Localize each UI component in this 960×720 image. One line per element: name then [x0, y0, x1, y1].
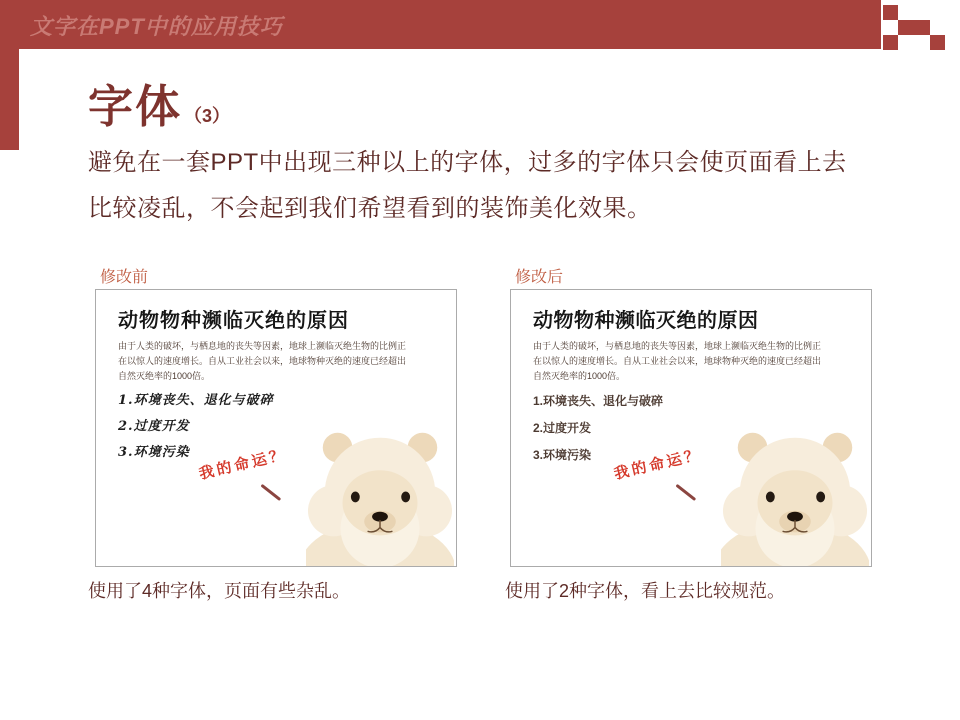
page-title: [88, 70, 230, 135]
after-label: 修改后: [515, 269, 564, 286]
handwritten-annotation: 我的命运？: [612, 446, 704, 483]
puppy-image: [306, 412, 454, 567]
list-item: 2.过度开发: [118, 419, 190, 434]
annotation-pointer-line: [676, 484, 696, 501]
page-title-text: 字体: [88, 81, 183, 132]
checker-square-icon: [930, 35, 945, 50]
list-item: 1.环境丧失、退化与破碎: [533, 394, 664, 408]
before-caption: 使用了4种字体，页面有些杂乱。: [88, 581, 351, 601]
header-title: 文字在PPT中的应用技巧: [30, 14, 283, 39]
after-slide-panel: [510, 289, 872, 567]
intro-paragraph: 避免在一套PPT中出现三种以上的字体，过多的字体只会使页面看上去比较凌乱，不会起到我们希望看到的装饰美化效果。: [88, 149, 847, 222]
header-bar: [0, 0, 881, 49]
checker-square-icon: [883, 5, 898, 20]
puppy-image: [721, 412, 869, 567]
before-slide-body: 由于人类的破坏，与栖息地的丧失等因素，地球上濒临灭绝生物的比例正在以惊人的速度增长。自从工业社会以来，地球物种灭绝的速度已经超出自然灭绝率的1000倍。: [118, 341, 407, 381]
after-caption: 使用了2种字体，看上去比较规范。: [505, 581, 786, 601]
page-title-suffix: （3）: [184, 106, 231, 126]
checker-square-icon: [883, 35, 898, 50]
list-item: 1.环境丧失、退化与破碎: [118, 393, 274, 408]
list-item: 3.环境污染: [118, 445, 190, 460]
list-item: 2.过度开发: [533, 421, 592, 435]
before-slide-panel: [95, 289, 457, 567]
after-slide-body: 由于人类的破坏，与栖息地的丧失等因素，地球上濒临灭绝生物的比例正在以惊人的速度增长。自从工业社会以来，地球物种灭绝的速度已经超出自然灭绝率的1000倍。: [533, 341, 822, 381]
list-item: 3.环境污染: [533, 448, 592, 462]
after-slide-heading: 动物物种濒临灭绝的原因: [533, 310, 759, 332]
before-label: 修改前: [100, 269, 149, 286]
annotation-pointer-line: [261, 484, 281, 501]
checker-square-icon: [898, 20, 930, 35]
handwritten-annotation: 我的命运？: [197, 446, 289, 483]
before-slide-heading: 动物物种濒临灭绝的原因: [118, 310, 349, 332]
